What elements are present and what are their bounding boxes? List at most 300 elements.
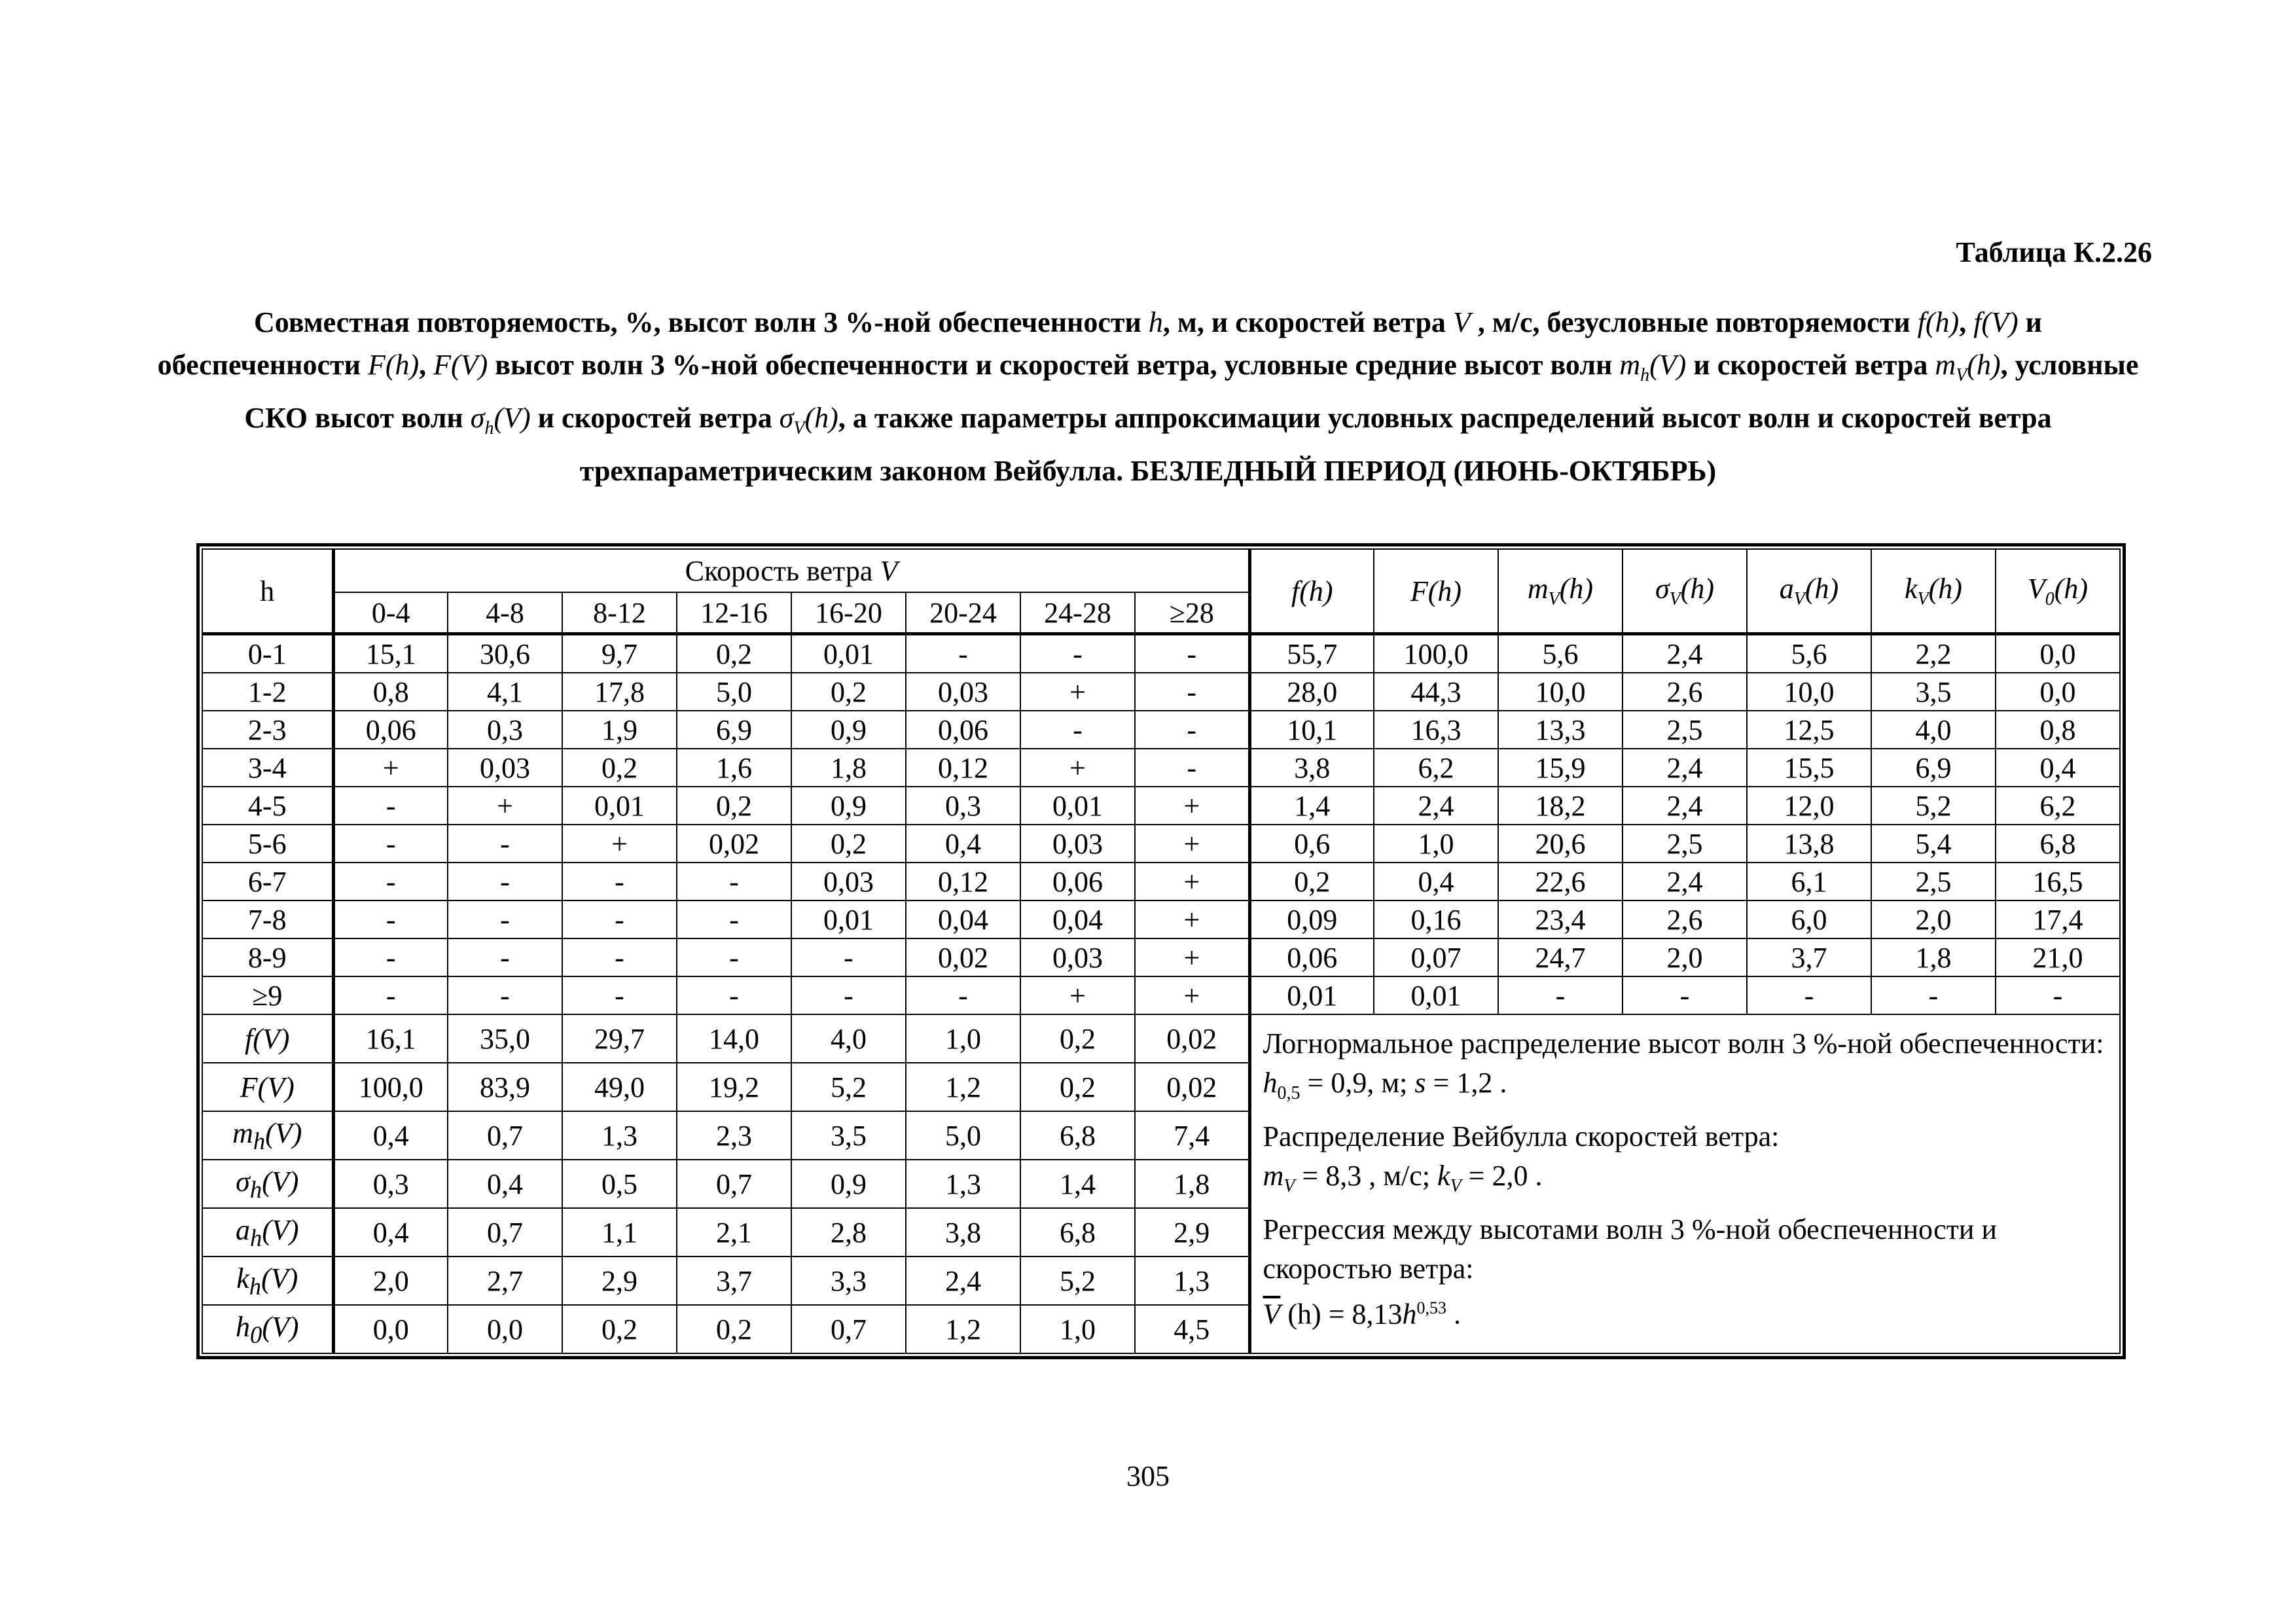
math-argument: (V) (257, 1071, 295, 1103)
param-cell: 6,2 (1374, 749, 1498, 787)
frequency-cell: - (448, 901, 562, 938)
param-cell: 6,8 (1996, 825, 2120, 863)
math-label (235, 1213, 299, 1251)
param-cell: 4,0 (1871, 711, 1996, 749)
frequency-cell: - (448, 825, 562, 863)
caption-text: , условные СКО высот волн (244, 349, 2139, 434)
param-cell: 6,1 (1747, 863, 1871, 901)
param-cell: 16,3 (1374, 711, 1498, 749)
frequency-cell: 0,06 (906, 711, 1020, 749)
param-cell: 22,6 (1498, 863, 1623, 901)
frequency-cell: - (333, 901, 448, 938)
math-subscript: h (249, 1224, 262, 1251)
param-cell: 10,0 (1498, 673, 1623, 711)
caption-var-Fh: F(h) (367, 349, 420, 381)
math-argument: (h) (1559, 573, 1594, 605)
param-cell: - (1623, 976, 1747, 1014)
frequency-cell: - (562, 863, 677, 901)
sym: m (1935, 349, 1956, 381)
speed-group-label: Скорость ветра (685, 554, 880, 587)
stat-row-label (202, 1063, 333, 1111)
math-subscript: 0 (249, 1321, 262, 1348)
stat-cell: 3,5 (791, 1111, 906, 1160)
stat-cell: 6,8 (1020, 1111, 1135, 1160)
speed-bin-header: 8-12 (562, 592, 677, 634)
regression-coefficient: (h) = 8,13 (1280, 1298, 1403, 1330)
stat-row-label (202, 1111, 333, 1160)
stat-cell: 2,9 (562, 1257, 677, 1305)
math-argument: (V) (262, 1213, 299, 1246)
frequency-cell: - (448, 863, 562, 901)
param-cell: - (1498, 976, 1623, 1014)
stat-cell: 19,2 (677, 1063, 791, 1111)
param-cell: 2,0 (1623, 938, 1747, 976)
sym: σ (470, 401, 485, 434)
frequency-cell: - (906, 634, 1020, 673)
frequency-cell: - (677, 863, 791, 901)
stat-cell: 1,0 (1020, 1305, 1135, 1353)
frequency-cell: - (1135, 711, 1249, 749)
caption-var-shv (470, 401, 531, 438)
caption-text: и скоростей ветра (530, 401, 780, 434)
stat-row-label (202, 1208, 333, 1257)
row-h-label: 2-3 (202, 711, 333, 749)
frequency-cell: - (906, 976, 1020, 1014)
math-argument: (V) (253, 1022, 290, 1055)
math-argument: (h) (1680, 573, 1715, 605)
param-cell: 3,7 (1747, 938, 1871, 976)
caption-var-mhv (1619, 349, 1687, 385)
param-cell: 2,4 (1623, 863, 1747, 901)
frequency-cell: 9,7 (562, 634, 677, 673)
table-row (202, 634, 2120, 673)
row-h-label: 8-9 (202, 938, 333, 976)
frequency-cell: 17,8 (562, 673, 677, 711)
row-h-label: 6-7 (202, 863, 333, 901)
math-argument: (V) (262, 1165, 299, 1198)
table-row (202, 901, 2120, 938)
param-cell: 2,4 (1623, 749, 1747, 787)
row-h-label: 7-8 (202, 901, 333, 938)
stat-row-label (202, 1305, 333, 1353)
stat-row (202, 1014, 2120, 1063)
frequency-cell: - (677, 938, 791, 976)
frequency-cell: 0,2 (562, 749, 677, 787)
stat-cell: 2,8 (791, 1208, 906, 1257)
caption-text: , м, и скоростей ветра (1162, 306, 1453, 338)
param-cell: 23,4 (1498, 901, 1623, 938)
param-cell: 2,5 (1871, 863, 1996, 901)
stat-cell: 2,0 (333, 1257, 448, 1305)
table-row (202, 976, 2120, 1014)
stat-cell: 0,7 (448, 1111, 562, 1160)
frequency-cell: 0,06 (333, 711, 448, 749)
table-row (202, 825, 2120, 863)
stat-cell: 2,7 (448, 1257, 562, 1305)
frequency-cell: - (562, 901, 677, 938)
caption-text: Совместная повторяемость, %, высот волн 3 %-ной обеспеченности (254, 306, 1149, 338)
param-cell: 0,09 (1249, 901, 1374, 938)
stat-cell: 2,3 (677, 1111, 791, 1160)
math-label (1779, 573, 1839, 609)
stat-cell: 2,9 (1135, 1208, 1249, 1257)
frequency-cell: 0,06 (1020, 863, 1135, 901)
param-cell: 2,5 (1623, 825, 1747, 863)
table-row (202, 673, 2120, 711)
stat-cell: 0,02 (1135, 1014, 1249, 1063)
table-row (202, 863, 2120, 901)
frequency-cell: 0,01 (791, 634, 906, 673)
frequency-cell: 0,01 (562, 787, 677, 825)
param-cell: 10,1 (1249, 711, 1374, 749)
frequency-cell: - (791, 938, 906, 976)
frequency-cell: 5,0 (677, 673, 791, 711)
speed-bin-header: 0-4 (333, 592, 448, 634)
param-cell: 100,0 (1374, 634, 1498, 673)
stat-cell: 0,7 (677, 1160, 791, 1208)
sub: h (484, 418, 494, 438)
frequency-cell: 0,9 (791, 711, 906, 749)
param-cell: 2,5 (1623, 711, 1747, 749)
param-cell: 0,6 (1249, 825, 1374, 863)
stat-cell: 29,7 (562, 1014, 677, 1063)
frequency-cell: + (1135, 901, 1249, 938)
frequency-cell: 0,02 (677, 825, 791, 863)
param-cell: 5,6 (1747, 634, 1871, 673)
param-cell: 5,2 (1871, 787, 1996, 825)
math-symbol: f (245, 1022, 253, 1055)
stat-row-label (202, 1257, 333, 1305)
math-argument: (h) (1299, 575, 1333, 607)
math-argument: (h) (1928, 573, 1962, 605)
frequency-cell: + (1135, 976, 1249, 1014)
speed-bin-header: 20-24 (906, 592, 1020, 634)
param-cell: 0,01 (1249, 976, 1374, 1014)
speed-group-var: V (880, 554, 898, 587)
regression-formula (1263, 1289, 2108, 1334)
math-symbol: k (236, 1262, 249, 1294)
frequency-cell: - (448, 938, 562, 976)
frequency-cell: 0,2 (791, 825, 906, 863)
math-symbol: a (235, 1213, 250, 1246)
sym: σ (779, 401, 794, 434)
table-row (202, 938, 2120, 976)
math-label (236, 1262, 298, 1300)
regression-v-symbol: $\overline{V}$ (1263, 1298, 1281, 1330)
stat-cell: 1,3 (1135, 1257, 1249, 1305)
stat-cell: 0,2 (1020, 1014, 1135, 1063)
frequency-cell: - (1135, 634, 1249, 673)
frequency-cell: - (333, 938, 448, 976)
math-label (245, 1023, 289, 1055)
param-cell: 2,6 (1623, 901, 1747, 938)
stat-cell: 6,8 (1020, 1208, 1135, 1257)
caption-var-v: V (1452, 306, 1471, 338)
math-argument: (V) (262, 1310, 299, 1343)
param-cell: 3,5 (1871, 673, 1996, 711)
math-argument: (V) (265, 1116, 302, 1149)
stat-cell: 16,1 (333, 1014, 448, 1063)
frequency-cell: - (333, 787, 448, 825)
math-argument: (h) (1427, 575, 1462, 607)
caption-text: , (419, 349, 434, 381)
data-table (202, 548, 2121, 1354)
frequency-cell: + (1135, 863, 1249, 901)
param-cell: 2,4 (1374, 787, 1498, 825)
frequency-cell: + (1020, 976, 1135, 1014)
caption-text: , а также параметры аппроксимации условных распределений высот волн и скоростей ветра трехпараметрическим законом Вейбулла. БЕЗЛЕДНЫЙ ПЕРИОД (ИЮНЬ-ОКТЯБРЬ) (579, 401, 2052, 487)
table-label: Таблица К.2.26 (1956, 236, 2152, 268)
frequency-cell: + (448, 787, 562, 825)
h05-value: = 0,9, м; (1300, 1067, 1415, 1099)
param-cell: 0,2 (1249, 863, 1374, 901)
stat-cell: 5,0 (906, 1111, 1020, 1160)
param-header-V0-h (1996, 549, 2120, 634)
param-cell: 5,4 (1871, 825, 1996, 863)
math-symbol: σ (1655, 573, 1670, 605)
frequency-cell: 0,02 (906, 938, 1020, 976)
s-symbol: s (1414, 1067, 1426, 1099)
stat-cell: 3,8 (906, 1208, 1020, 1257)
stat-cell: 5,2 (791, 1063, 906, 1111)
stat-cell: 0,02 (1135, 1063, 1249, 1111)
math-label (1291, 575, 1333, 607)
stat-cell: 3,3 (791, 1257, 906, 1305)
regression-exponent: 0,53 (1416, 1298, 1447, 1317)
frequency-cell: - (562, 938, 677, 976)
math-subscript: V (1548, 588, 1560, 609)
caption-var-mvh (1935, 349, 2001, 385)
frequency-cell: + (1020, 673, 1135, 711)
frequency-cell: 0,04 (1020, 901, 1135, 938)
s-value: = 1,2 . (1426, 1067, 1507, 1099)
math-subscript: h (253, 1127, 266, 1154)
frequency-cell: - (333, 825, 448, 863)
frequency-cell: + (1135, 825, 1249, 863)
param-cell: 28,0 (1249, 673, 1374, 711)
param-cell: 55,7 (1249, 634, 1374, 673)
sub: h (1640, 365, 1650, 385)
math-argument: (h) (1804, 573, 1839, 605)
stat-cell: 1,1 (562, 1208, 677, 1257)
stat-cell: 1,8 (1135, 1160, 1249, 1208)
stat-cell: 0,0 (448, 1305, 562, 1353)
math-symbol: V (2027, 573, 2045, 605)
math-symbol: F (240, 1071, 258, 1103)
stat-cell: 0,4 (333, 1111, 448, 1160)
frequency-cell: 0,03 (1020, 825, 1135, 863)
frequency-cell: - (333, 863, 448, 901)
param-cell: - (1996, 976, 2120, 1014)
param-cell: 2,4 (1623, 634, 1747, 673)
frequency-cell: + (1135, 938, 1249, 976)
caption-text: высот волн 3 %-ной обеспеченности и скоростей ветра, условные средние высот волн (488, 349, 1620, 381)
frequency-cell: 0,03 (1020, 938, 1135, 976)
param-cell: 0,06 (1249, 938, 1374, 976)
stat-cell: 2,1 (677, 1208, 791, 1257)
arg: (V) (1649, 349, 1687, 381)
frequency-cell: - (677, 976, 791, 1014)
stat-cell: 0,9 (791, 1160, 906, 1208)
param-cell: 15,9 (1498, 749, 1623, 787)
table-caption (157, 301, 2139, 492)
param-cell: 20,6 (1498, 825, 1623, 863)
math-label (236, 1165, 299, 1203)
math-label (232, 1116, 302, 1154)
frequency-cell: - (677, 901, 791, 938)
mV-value: = 8,3 , м/с; (1295, 1159, 1438, 1192)
weibull-title: Распределение Вейбулла скоростей ветра: (1263, 1120, 1780, 1152)
frequency-cell: + (562, 825, 677, 863)
math-symbol: h (235, 1310, 250, 1343)
param-cell: - (1871, 976, 1996, 1014)
math-label (1905, 573, 1962, 609)
frequency-cell: 0,12 (906, 749, 1020, 787)
param-cell: 2,6 (1623, 673, 1747, 711)
caption-text: , м/с, безусловные повторяемости (1470, 306, 1918, 338)
param-cell: 1,0 (1374, 825, 1498, 863)
param-cell: 13,3 (1498, 711, 1623, 749)
lognormal-title: Логнормальное распределение высот волн 3 %-ной обеспеченности: (1263, 1027, 2104, 1060)
regression-title: Регрессия между высотами волн 3 %-ной обеспеченности и скоростью ветра: (1263, 1213, 1998, 1285)
param-cell: 10,0 (1747, 673, 1871, 711)
math-symbol: k (1905, 573, 1918, 605)
caption-var-fv: f(V) (1973, 306, 2018, 338)
frequency-cell: 0,4 (906, 825, 1020, 863)
param-cell: 24,7 (1498, 938, 1623, 976)
param-header-aV-h (1747, 549, 1871, 634)
frequency-cell: 0,03 (791, 863, 906, 901)
arg: (V) (493, 401, 531, 434)
frequency-cell: 0,03 (906, 673, 1020, 711)
table-row (202, 749, 2120, 787)
frequency-cell: 0,9 (791, 787, 906, 825)
h-column-header: h (202, 549, 333, 634)
math-label (2027, 573, 2089, 609)
stat-cell: 0,4 (333, 1208, 448, 1257)
speed-group-header (333, 549, 1249, 592)
stat-cell: 1,3 (562, 1111, 677, 1160)
stat-cell: 0,3 (333, 1160, 448, 1208)
stat-cell: 0,2 (1020, 1063, 1135, 1111)
param-cell: 13,8 (1747, 825, 1871, 863)
frequency-cell: - (333, 976, 448, 1014)
param-cell: 2,2 (1871, 634, 1996, 673)
speed-bin-header: 16-20 (791, 592, 906, 634)
stat-cell: 0,4 (448, 1160, 562, 1208)
frequency-cell: 4,1 (448, 673, 562, 711)
math-label (1655, 573, 1715, 609)
frequency-cell: 0,01 (1020, 787, 1135, 825)
frequency-cell: 0,2 (677, 634, 791, 673)
param-cell: 0,07 (1374, 938, 1498, 976)
row-h-label: 3-4 (202, 749, 333, 787)
frequency-cell: 0,2 (791, 673, 906, 711)
h05-symbol: h (1263, 1067, 1278, 1099)
math-subscript: h (249, 1175, 262, 1203)
param-cell: 6,0 (1747, 901, 1871, 938)
param-cell: 2,4 (1623, 787, 1747, 825)
param-cell: - (1747, 976, 1871, 1014)
caption-text: , (1959, 306, 1974, 338)
param-cell: 0,01 (1374, 976, 1498, 1014)
frequency-cell: - (1135, 749, 1249, 787)
param-cell: 0,0 (1996, 634, 2120, 673)
math-symbol: σ (236, 1165, 250, 1198)
param-cell: 12,5 (1747, 711, 1871, 749)
stat-cell: 14,0 (677, 1014, 791, 1063)
frequency-cell: 30,6 (448, 634, 562, 673)
speed-bin-header: 12-16 (677, 592, 791, 634)
math-symbol: F (1410, 575, 1428, 607)
math-subscript: 0 (2045, 588, 2054, 609)
stat-row-label (202, 1014, 333, 1063)
stat-cell: 1,2 (906, 1305, 1020, 1353)
table-row (202, 787, 2120, 825)
param-cell: 0,0 (1996, 673, 2120, 711)
stat-cell: 0,2 (677, 1305, 791, 1353)
caption-text: и скоростей ветра (1686, 349, 1935, 381)
sym: m (1619, 349, 1641, 381)
math-label (235, 1310, 299, 1348)
weibull-params (1263, 1156, 2108, 1206)
arg: (h) (1967, 349, 2001, 381)
sub: V (1956, 365, 1967, 385)
row-h-label: 5-6 (202, 825, 333, 863)
page-number: 305 (1126, 1460, 1170, 1492)
frequency-cell: 0,03 (448, 749, 562, 787)
param-header-sigmaV-h (1623, 549, 1747, 634)
param-cell: 0,4 (1996, 749, 2120, 787)
math-symbol: a (1779, 573, 1794, 605)
speed-bin-header: 24-28 (1020, 592, 1135, 634)
stat-cell: 1,3 (906, 1160, 1020, 1208)
table-row (202, 711, 2120, 749)
stat-cell: 5,2 (1020, 1257, 1135, 1305)
stat-cell: 0,2 (562, 1305, 677, 1353)
stat-cell: 1,4 (1020, 1160, 1135, 1208)
h05-subscript: 0,5 (1277, 1082, 1300, 1103)
math-label (1527, 573, 1594, 609)
stat-cell: 4,5 (1135, 1305, 1249, 1353)
row-h-label: 0-1 (202, 634, 333, 673)
param-cell: 44,3 (1374, 673, 1498, 711)
param-cell: 18,2 (1498, 787, 1623, 825)
row-h-label: 4-5 (202, 787, 333, 825)
param-cell: 5,6 (1498, 634, 1623, 673)
stat-cell: 0,5 (562, 1160, 677, 1208)
stat-cell: 100,0 (333, 1063, 448, 1111)
stat-cell: 0,7 (791, 1305, 906, 1353)
frequency-cell: 0,3 (448, 711, 562, 749)
stat-cell: 49,0 (562, 1063, 677, 1111)
row-h-label: ≥9 (202, 976, 333, 1014)
stat-cell: 1,0 (906, 1014, 1020, 1063)
param-cell: 12,0 (1747, 787, 1871, 825)
stat-cell: 1,2 (906, 1063, 1020, 1111)
param-cell: 16,5 (1996, 863, 2120, 901)
param-cell: 15,5 (1747, 749, 1871, 787)
math-subscript: V (1917, 588, 1929, 609)
param-cell: 0,8 (1996, 711, 2120, 749)
speed-bin-header: 4-8 (448, 592, 562, 634)
math-argument: (h) (2054, 573, 2089, 605)
math-symbol: f (1291, 575, 1300, 607)
frequency-cell: - (1020, 711, 1135, 749)
regression-h-symbol: h (1402, 1298, 1417, 1330)
stat-cell: 4,0 (791, 1014, 906, 1063)
math-subscript: h (249, 1272, 262, 1300)
